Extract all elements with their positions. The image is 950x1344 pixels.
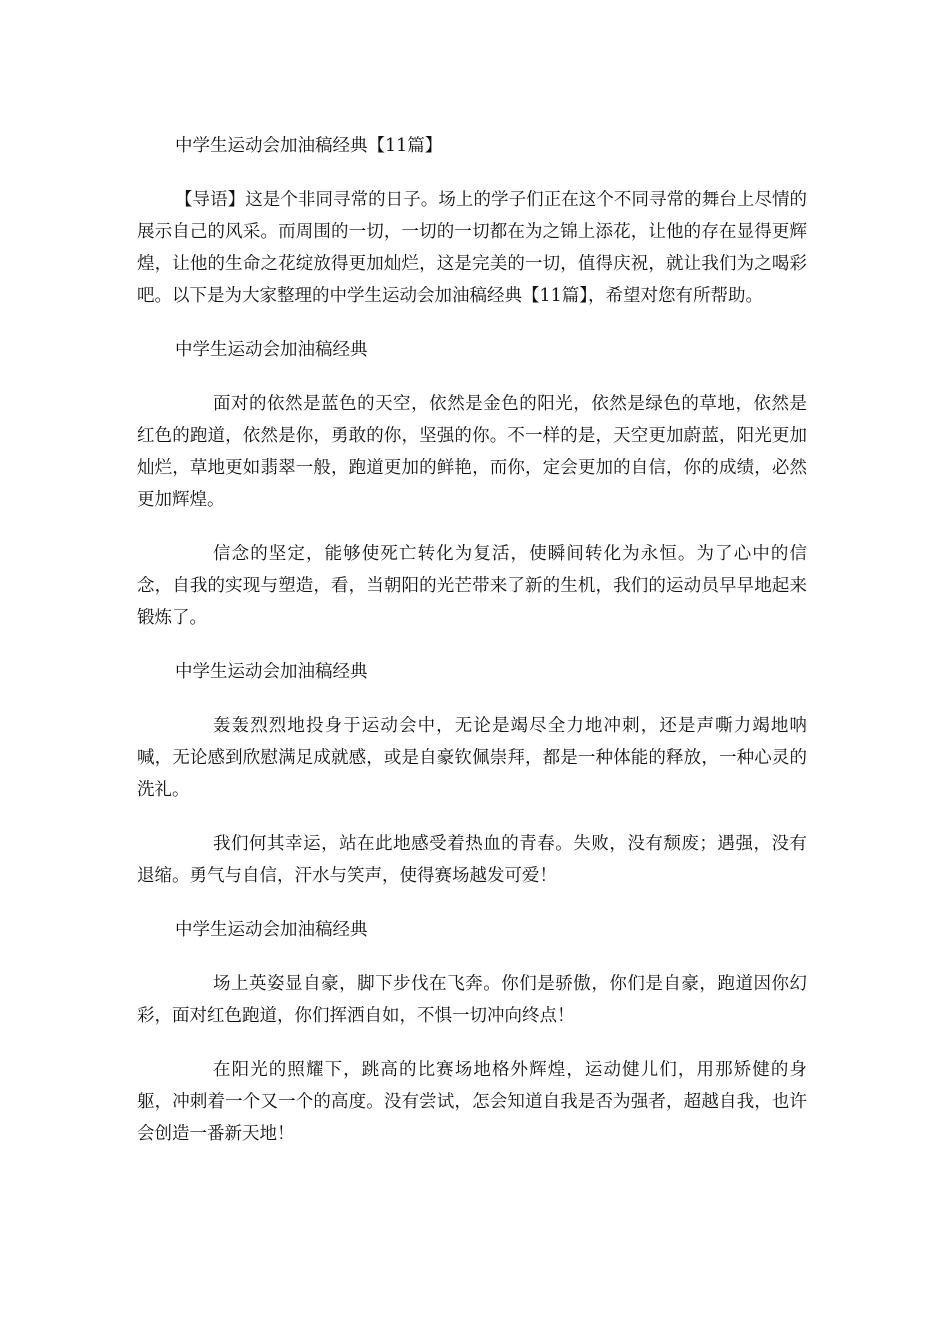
document-title: 中学生运动会加油稿经典【11篇】 (175, 136, 443, 156)
document-body (137, 130, 807, 1172)
body-paragraph: 轰轰烈烈地投身于运动会中，无论是竭尽全力地冲刺，还是声嘶力竭地呐喊，无论感到欣慰满足成就感，或是自豪钦佩崇拜，都是一种体能的释放，一种心灵的洗礼。 (137, 716, 807, 800)
body-paragraph: 信念的坚定，能够使死亡转化为复活，使瞬间转化为永恒。为了心中的信念，自我的实现与塑造，看，当朝阳的光芒带来了新的生机，我们的运动员早早地起来锻炼了。 (137, 544, 807, 628)
body-paragraph: 在阳光的照耀下，跳高的比赛场地格外辉煌，运动健儿们，用那矫健的身躯，冲刺着一个又一个的高度。没有尝试，怎会知道自我是否为强者，超越自我，也许会创造一番新天地！ (137, 1060, 807, 1144)
body-paragraph: 面对的依然是蓝色的天空，依然是金色的阳光，依然是绿色的草地，依然是红色的跑道，依然是你，勇敢的你，坚强的你。不一样的是，天空更加蔚蓝，阳光更加灿烂，草地更如翡翠一般，跑道更加的鲜艳，而你，定会更加的自信，你的成绩，必然更加辉煌。 (137, 394, 807, 510)
section-heading: 中学生运动会加油稿经典 (175, 662, 368, 682)
section-heading: 中学生运动会加油稿经典 (175, 340, 368, 360)
body-paragraph: 场上英姿显自豪，脚下步伐在飞奔。你们是骄傲，你们是自豪，跑道因你幻彩，面对红色跑道，你们挥洒自如，不惧一切冲向终点！ (137, 974, 807, 1026)
body-paragraph: 我们何其幸运，站在此地感受着热血的青春。失败，没有颓废；遇强，没有退缩。勇气与自信，汗水与笑声，使得赛场越发可爱！ (137, 834, 807, 886)
intro-paragraph: 【导语】这是个非同寻常的日子。场上的学子们正在这个不同寻常的舞台上尽情的展示自己的风采。而周围的一切，一切的一切都在为之锦上添花，让他的存在显得更辉煌，让他的生命之花绽放得更加灿烂，这是完美的一切，值得庆祝，就让我们为之喝彩吧。以下是为大家整理的中学生运动会加油稿经典【11篇】，希望对您有所帮助。 (137, 190, 807, 306)
section-heading: 中学生运动会加油稿经典 (175, 920, 368, 940)
